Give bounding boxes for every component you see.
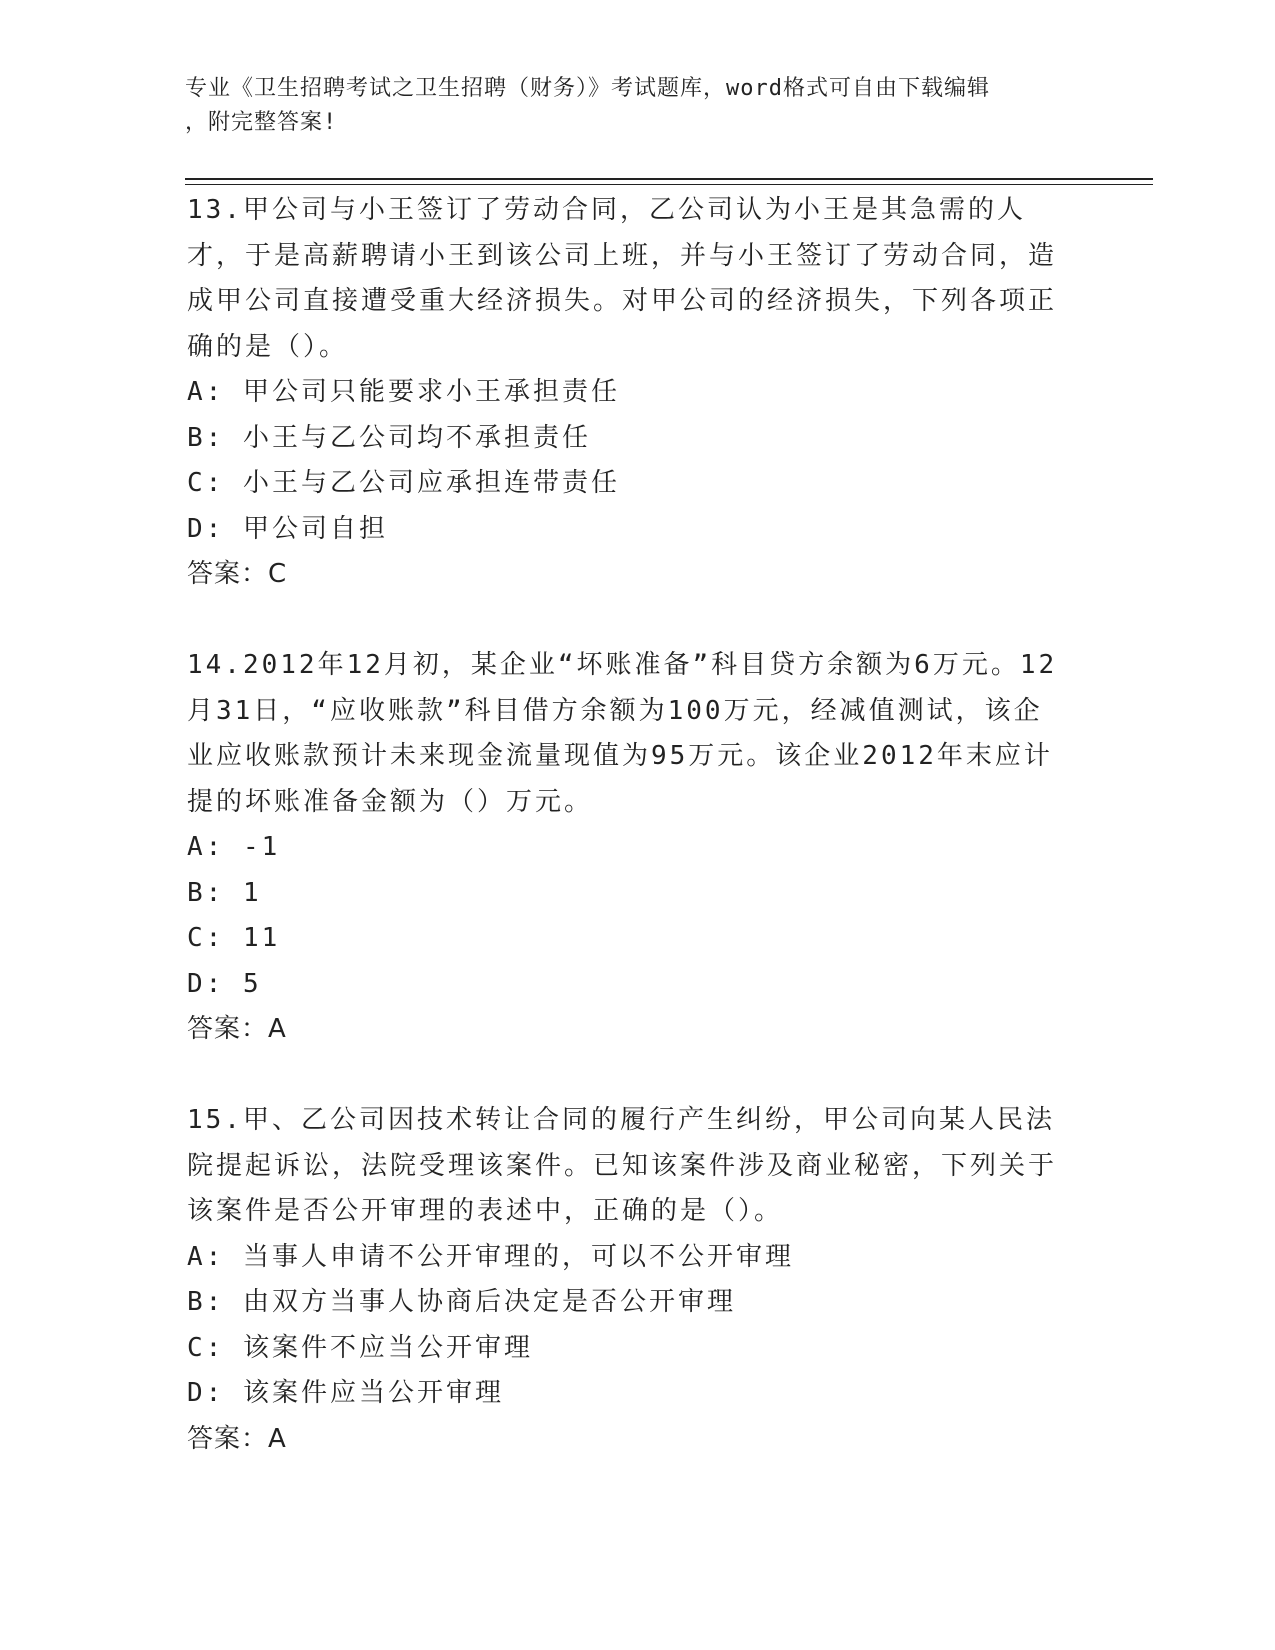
option-b: B: 小王与乙公司均不承担责任 bbox=[187, 422, 591, 453]
answer-line: 答案：A bbox=[187, 1423, 287, 1454]
option-a: A: 当事人申请不公开审理的，可以不公开审理 bbox=[187, 1241, 794, 1272]
option-a: A: -1 bbox=[187, 832, 281, 862]
header-title-line: 专业《卫生招聘考试之卫生招聘（财务）》考试题库，word格式可自由下载编辑 bbox=[185, 76, 990, 101]
option-c: C: 小王与乙公司应承担连带责任 bbox=[187, 468, 620, 498]
option-b: B: 1 bbox=[187, 877, 262, 908]
document-header bbox=[185, 72, 1065, 140]
option-b: B: 由双方当事人协商后决定是否公开审理 bbox=[187, 1287, 736, 1317]
question-13 bbox=[187, 188, 1067, 598]
header-subtitle-line: ，附完整答案! bbox=[185, 110, 338, 135]
question-14 bbox=[187, 643, 1067, 1053]
header-divider-thick bbox=[185, 178, 1153, 180]
option-d: D: 5 bbox=[187, 968, 262, 999]
option-d: D: 该案件应当公开审理 bbox=[187, 1378, 504, 1408]
answer-line: 答案：A bbox=[187, 1014, 287, 1044]
option-c: C: 该案件不应当公开审理 bbox=[187, 1332, 533, 1363]
option-d: D: 甲公司自担 bbox=[187, 513, 388, 544]
question-stem: 15.甲、乙公司因技术转让合同的履行产生纠纷，甲公司向某人民法院提起诉讼，法院受理该案件。已知该案件涉及商业秘密，下列关于该案件是否公开审理的表述中，正确的是（）。 bbox=[187, 1105, 1058, 1226]
question-stem: 13.甲公司与小王签订了劳动合同，乙公司认为小王是其急需的人才，于是高薪聘请小王到该公司上班，并与小王签订了劳动合同，造成甲公司直接遭受重大经济损失。对甲公司的经济损失，下列各项正确的是（）。 bbox=[187, 195, 1058, 362]
option-c: C: 11 bbox=[187, 923, 281, 953]
answer-line: 答案：C bbox=[187, 559, 288, 589]
header-divider-thin bbox=[185, 184, 1153, 185]
question-15 bbox=[187, 1098, 1067, 1462]
option-a: A: 甲公司只能要求小王承担责任 bbox=[187, 377, 620, 407]
question-stem: 14.2012年12月初，某企业“坏账准备”科目贷方余额为6万元。12月31日，“应收账款”科目借方余额为100万元，经减值测试，该企业应收账款预计未来现金流量现值为95万元。该企业2012年末应计提的坏账准备金额为（）万元。 bbox=[187, 650, 1058, 817]
